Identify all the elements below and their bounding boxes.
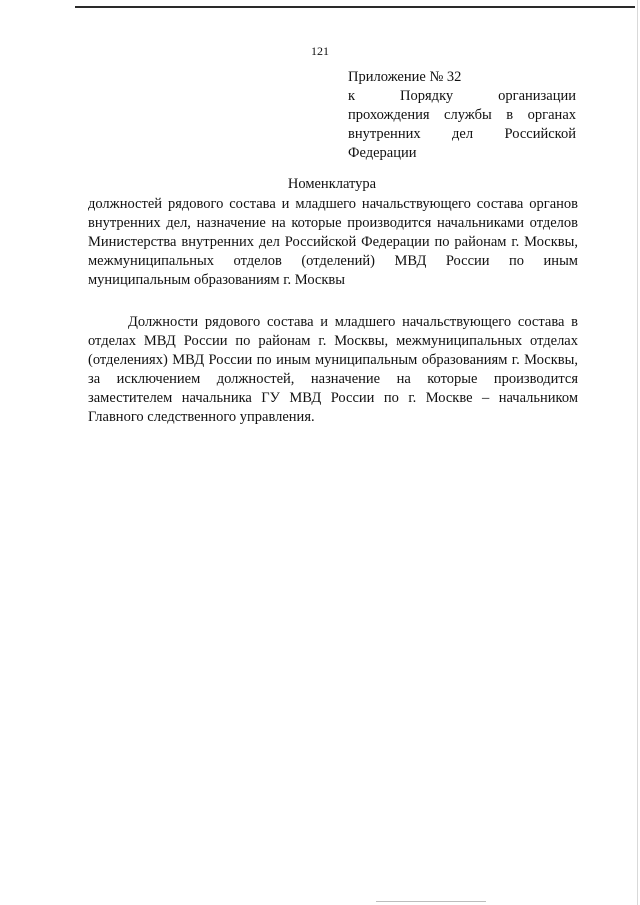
scan-border-top [75, 6, 635, 8]
nomenclature-title: Номенклатура [287, 176, 377, 192]
scan-border-right [637, 0, 638, 905]
scan-bottom-mark [376, 901, 486, 902]
page-number: 121 [311, 44, 329, 58]
nomenclature-body-paragraph: Должности рядового состава и младшего начальствующего состава в отделах МВД России по районам г. Москвы, межмуниципальных отделах (отделениях) МВД России по иным муниципальным образованиям г. Москвы, за исключением должностей, назначение на которые производится заместителем начальника ГУ МВД России по г. Москве – начальником Главного следственного управления. [88, 314, 578, 425]
appendix-title: Приложение № 32 [348, 69, 462, 85]
nomenclature-heading: должностей рядового состава и младшего начальствующего состава органов внутренних дел, назначение на которые производится начальниками отделов Министерства внутренних дел Российской Федерации по районам г. Москвы, межмуниципальных отделов (отделений) МВД России по иным муниципальным образованиям г. Москвы [88, 196, 578, 288]
appendix-block [348, 68, 576, 163]
appendix-reference: к Порядку организации прохождения службы в органах внутренних дел Российской Федерации [348, 88, 576, 161]
